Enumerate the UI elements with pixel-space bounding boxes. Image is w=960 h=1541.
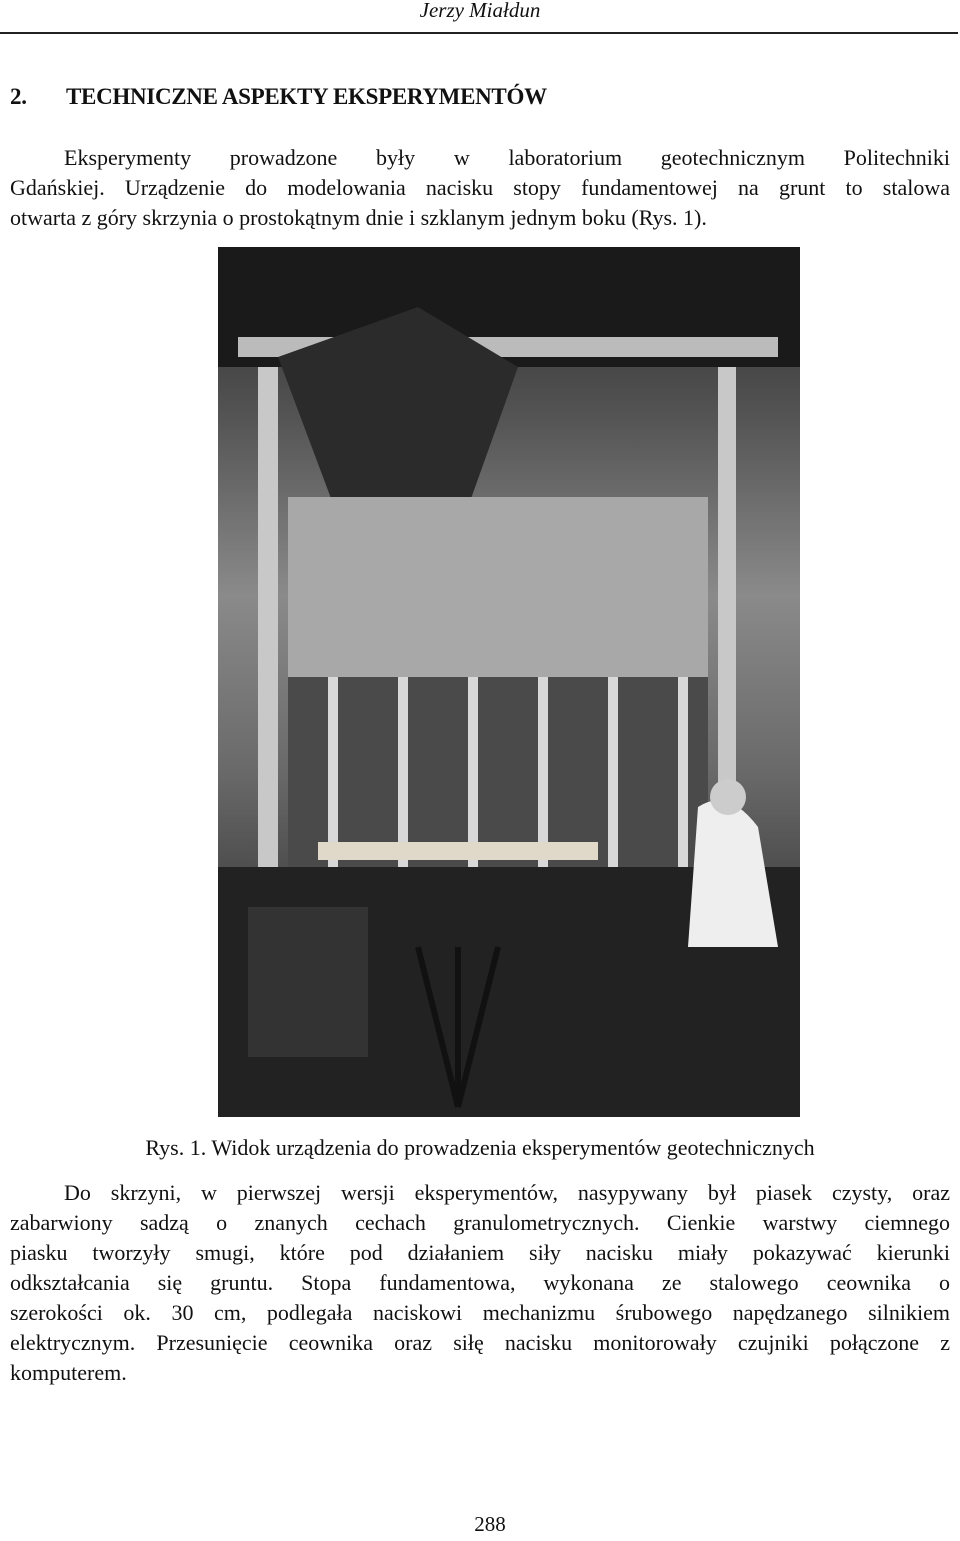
text-line: odkształcania się gruntu. Stopa fundamentowa, wykonana ze stalowego ceownika o [10, 1270, 950, 1295]
section-title: TECHNICZNE ASPEKTY EKSPERYMENTÓW [66, 84, 547, 109]
text-line: zabarwiony sadzą o znanych cechach granulometrycznych. Cienkie warstwy ciemnego [10, 1210, 950, 1235]
text-line: Eksperymenty prowadzone były w laboratorium geotechnicznym Politechniki [64, 145, 950, 170]
section-number: 2. [10, 84, 27, 109]
text-line: elektrycznym. Przesunięcie ceownika oraz siłę nacisku monitorowały czujniki połączone z [10, 1330, 950, 1355]
paragraph-intro [10, 143, 950, 233]
text-line: szerokości ok. 30 cm, podlegała naciskowi mechanizmu śrubowego napędzanego silnikiem [10, 1300, 950, 1325]
text-line: Gdańskiej. Urządzenie do modelowania nacisku stopy fundamentowej na grunt to stalowa [10, 175, 950, 200]
page-number: 288 [474, 1512, 506, 1536]
text-line: Do skrzyni, w pierwszej wersji eksperymentów, nasypywany był piasek czysty, oraz [64, 1180, 950, 1205]
text-line: komputerem. [10, 1360, 127, 1385]
photo-illustration [218, 247, 800, 1117]
text-line: piasku tworzyły smugi, które pod działaniem siły nacisku miały pokazywać kierunki [10, 1240, 950, 1265]
figure-caption: Rys. 1. Widok urządzenia do prowadzenia eksperymentów geotechnicznych [145, 1135, 815, 1160]
figure-photo-geotechnical-apparatus [218, 247, 800, 1117]
running-header-author: Jerzy Miałdun [419, 0, 541, 22]
header-rule [0, 32, 958, 34]
paragraph-body [10, 1178, 950, 1388]
text-line: otwarta z góry skrzynia o prostokątnym dnie i szklanym jednym boku (Rys. 1). [10, 205, 707, 230]
section-heading [10, 84, 547, 110]
